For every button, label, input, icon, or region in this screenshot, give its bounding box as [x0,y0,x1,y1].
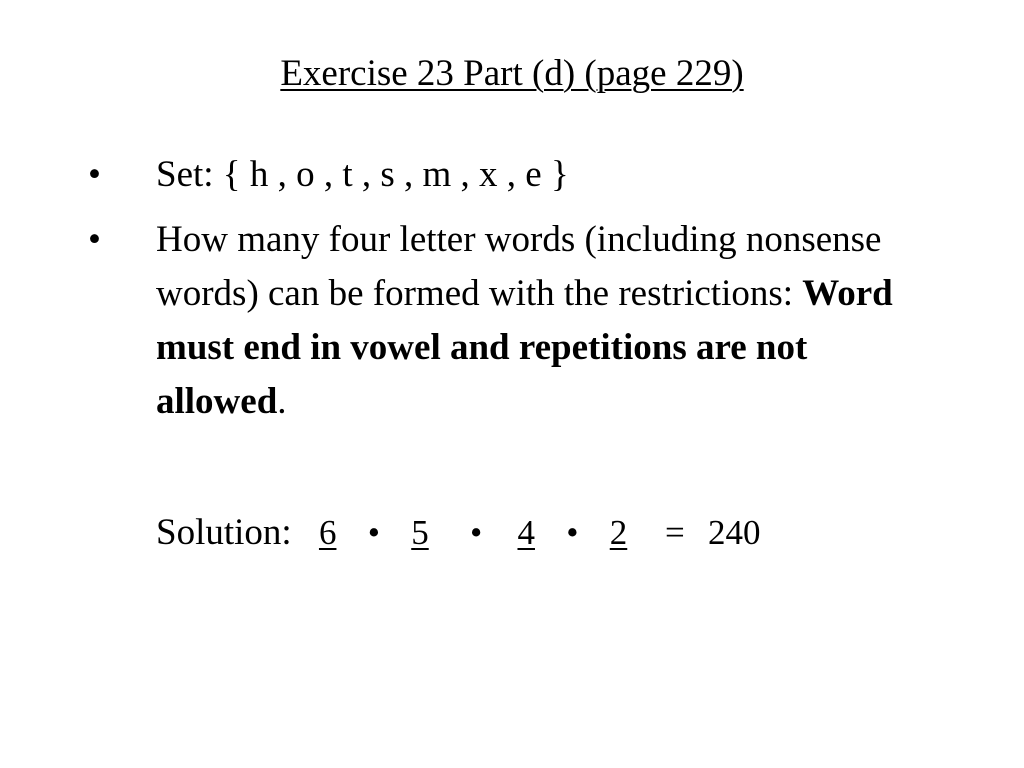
factor-1: 6 [318,513,337,552]
bullet-icon: • [88,154,101,195]
multiply-operator: • [469,513,483,552]
equals-sign: = [665,513,685,552]
set-text: Set: { h , o , t , s , m , x , e } [156,154,569,195]
bullet-item-question [88,213,908,429]
solution-line [156,506,761,560]
bullet-list [88,148,908,440]
multiply-operator: • [566,513,579,552]
bullet-item-set [88,148,908,202]
question-end-punctuation: . [277,381,287,422]
factor-4: 2 [609,513,628,552]
slide-title: Exercise 23 Part (d) (page 229) [280,53,744,94]
factor-2: 5 [411,513,429,552]
solution-result: 240 [708,513,761,552]
bullet-icon: • [88,219,101,260]
factor-3: 4 [517,513,535,552]
question-text: How many four letter words (including nonsense words) can be formed with the restrictions: [156,219,882,314]
question-restriction-text: Word must end in vowel and repetitions are not allowed [156,273,893,422]
solution-label: Solution: [156,512,292,553]
multiply-operator: • [367,513,380,552]
